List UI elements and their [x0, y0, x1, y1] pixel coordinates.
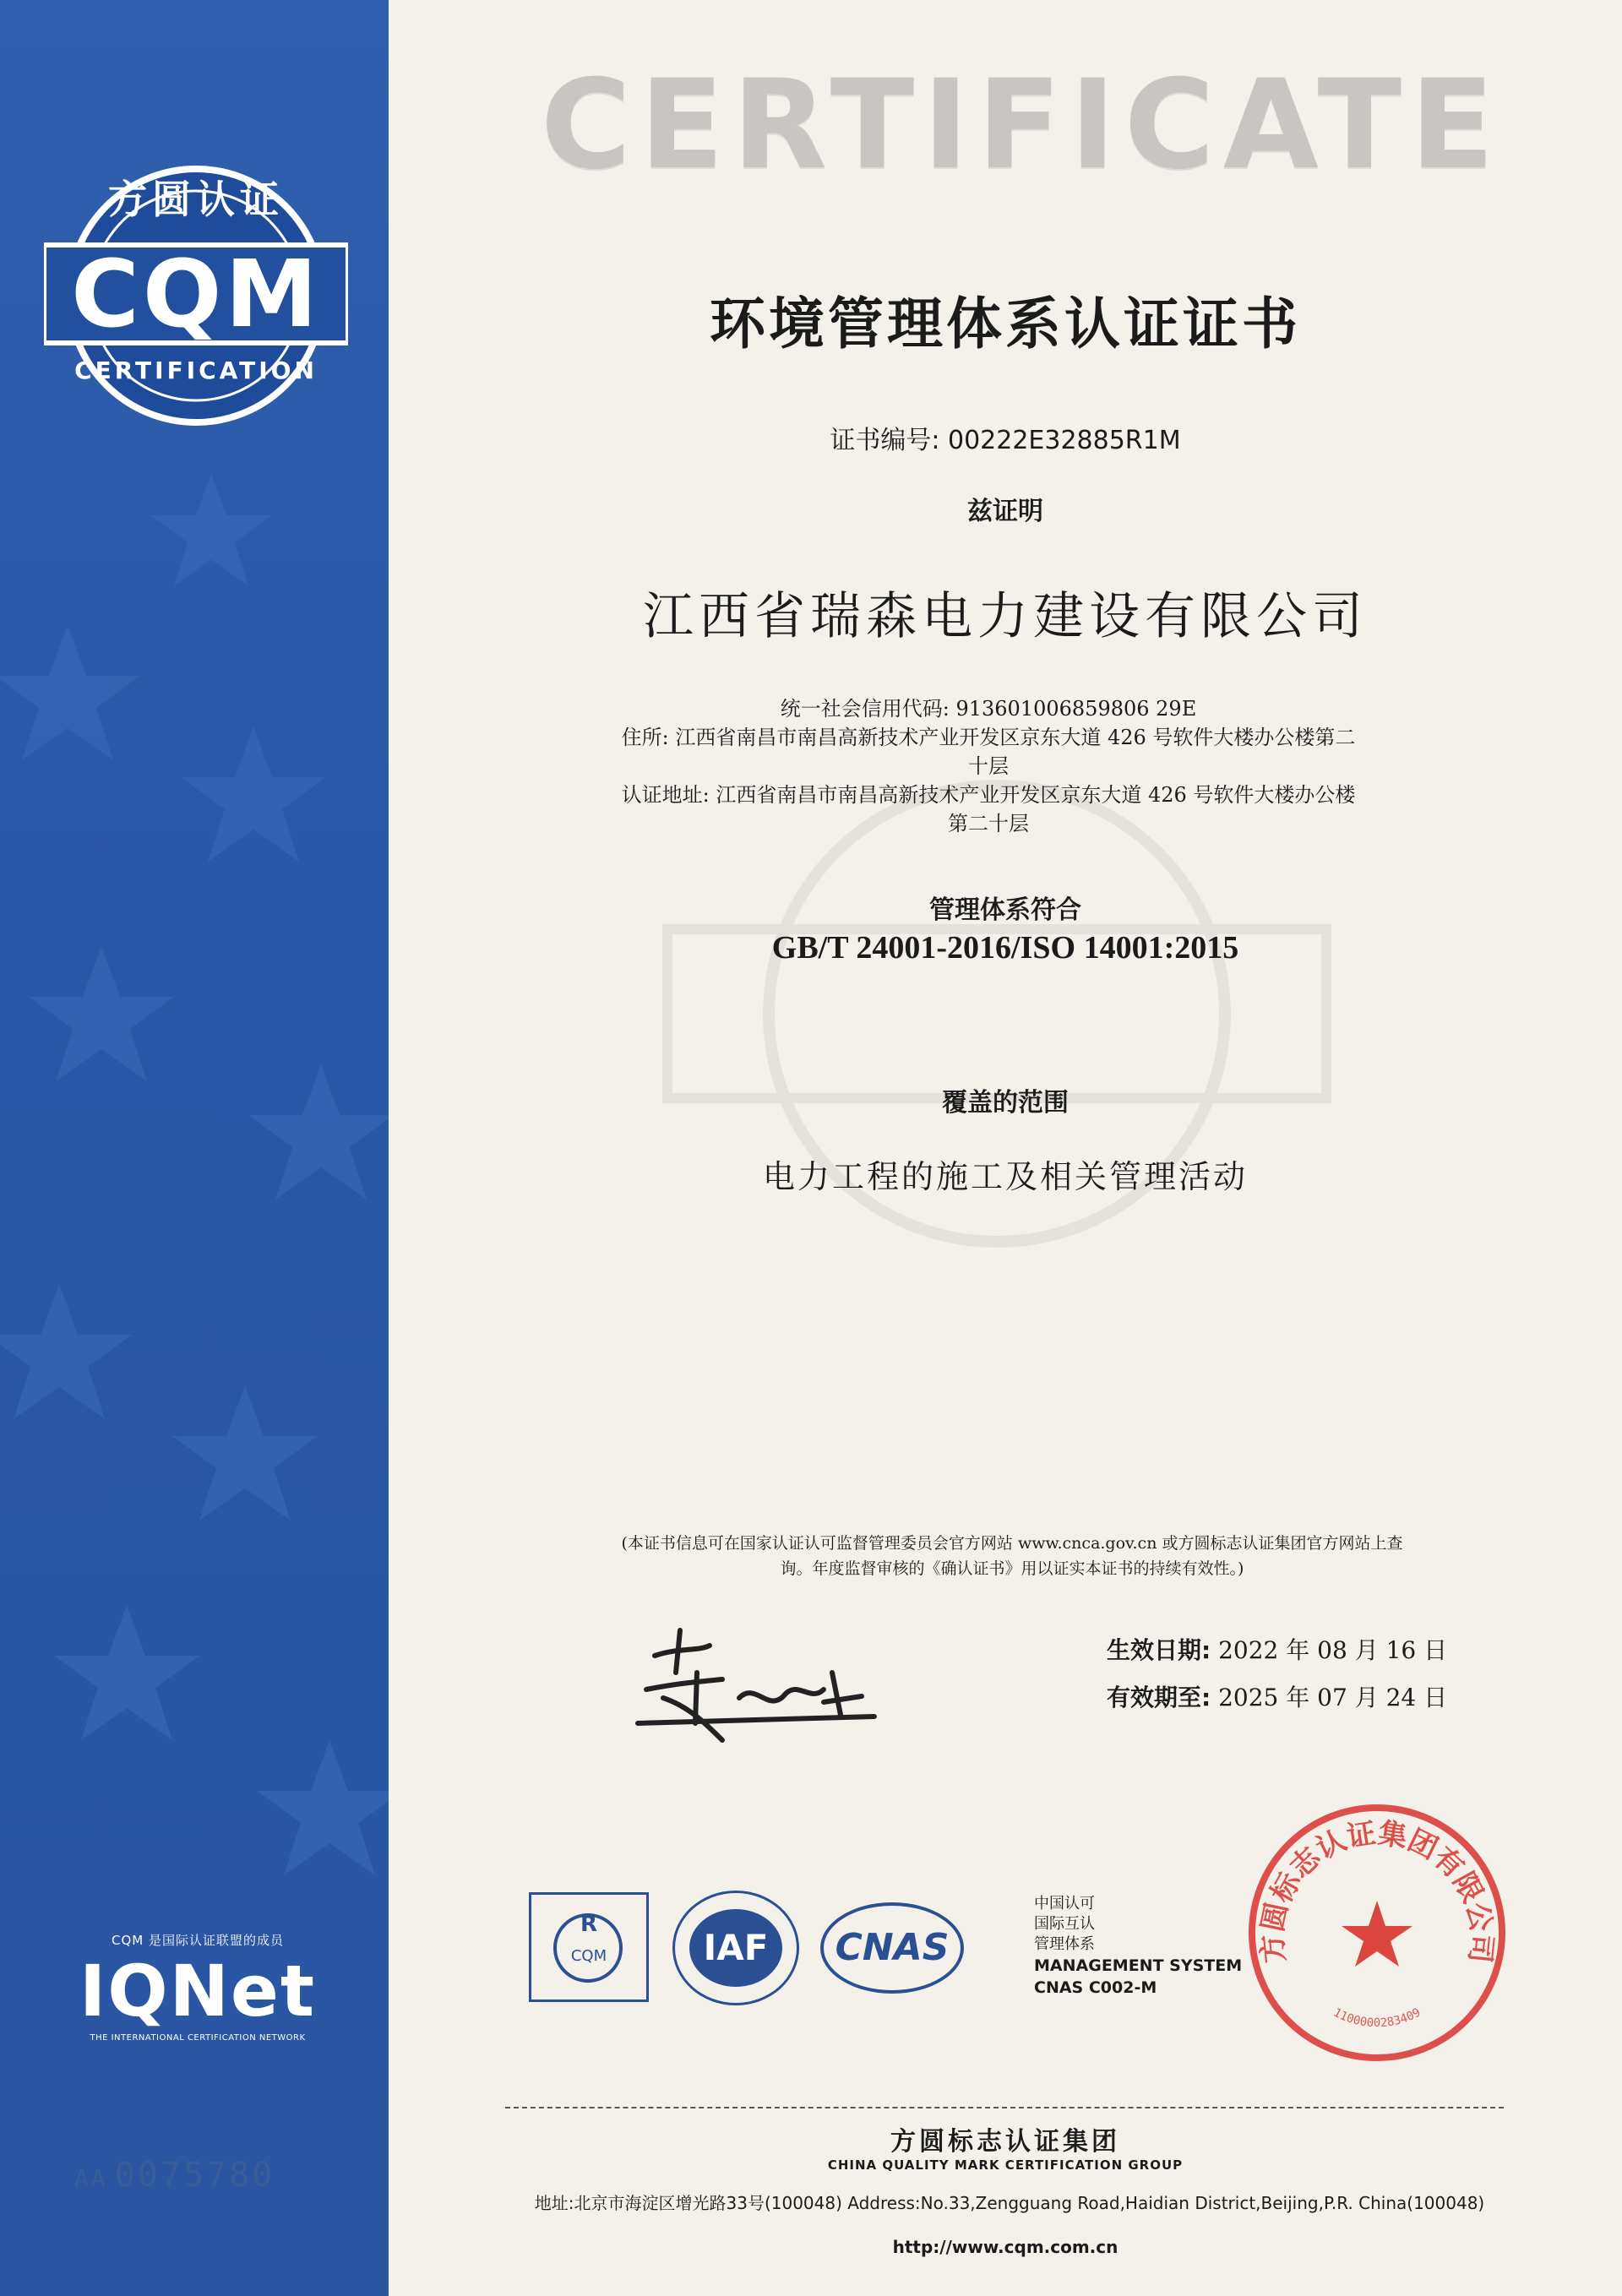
scope-label: 覆盖的范围	[942, 1088, 1069, 1118]
verification-note	[527, 1531, 1497, 1581]
effective-date-row	[1107, 1627, 1461, 1674]
serial-prefix: AA	[74, 2164, 108, 2192]
note-line-1: (本证书信息可在国家认证认可监督管理委员会官方网站 www.cnca.gov.cn 或方圆标志认证集团官方网站上查	[621, 1534, 1403, 1553]
credit-code: 统一社会信用代码: 913601006859806 29E	[780, 697, 1197, 721]
iaf-text: IAF	[689, 1909, 782, 1987]
note-line-2: 询。年度监督审核的《确认证书》用以证实本证书的持续有效性。)	[780, 1559, 1244, 1578]
scope-text: 电力工程的施工及相关管理活动	[762, 1158, 1248, 1195]
cnas-en-1: MANAGEMENT SYSTEM	[1034, 1956, 1243, 1975]
group-name-zh: 方圆标志认证集团	[890, 2127, 1120, 2157]
cqm-mark-text: CQM	[71, 240, 321, 348]
cqm-logo	[44, 161, 348, 448]
cert-address-line-2: 第二十层	[948, 812, 1029, 835]
iqnet-network-text: THE INTERNATIONAL CERTIFICATION NETWORK	[90, 2033, 306, 2043]
group-name-en: CHINA QUALITY MARK CERTIFICATION GROUP	[827, 2157, 1184, 2173]
left-blue-band	[0, 0, 389, 2296]
svg-text:1100000283409	[1331, 2005, 1423, 2030]
cnas-zh-1: 中国认可	[1034, 1895, 1095, 1912]
certificate-heading: CERTIFICATE	[541, 53, 1503, 197]
valid-until-value: 2025 年 07 月 24 日	[1218, 1684, 1448, 1711]
valid-until-row	[1107, 1674, 1461, 1722]
company-seal-stamp	[1242, 1798, 1512, 2068]
effective-date-label: 生效日期:	[1107, 1636, 1211, 1664]
cert-address-line-1: 认证地址: 江西省南昌市南昌高新技术产业开发区京东大道 426 号软件大楼办公楼	[621, 783, 1356, 807]
conform-label: 管理体系符合	[929, 895, 1081, 925]
validity-dates	[1107, 1627, 1461, 1722]
certificate-number: 证书编号: 00222E32885R1M	[830, 426, 1181, 455]
iaf-logo	[672, 1891, 799, 2005]
cnas-accreditation-text	[1034, 1894, 1271, 1999]
hereby-text: 兹证明	[967, 497, 1043, 526]
footer-divider	[505, 2107, 1504, 2108]
iqnet-member-text: CQM 是国际认证联盟的成员	[112, 1933, 284, 1948]
cnas-en-2: CNAS C002-M	[1034, 1978, 1157, 1997]
cnas-zh-3: 管理体系	[1034, 1935, 1095, 1953]
effective-date-value: 2022 年 08 月 16 日	[1218, 1636, 1448, 1664]
address-line-2: 十层	[968, 754, 1009, 778]
cnas-logo: CNAS	[820, 1902, 964, 1994]
cnas-zh-2: 国际互认	[1034, 1915, 1095, 1933]
address-line-1: 住所: 江西省南昌市南昌高新技术产业开发区京东大道 426 号软件大楼办公楼第二	[621, 726, 1356, 749]
footer-address: 地址:北京市海淀区增光路33号(100048) Address:No.33,Zengguang Road,Haidian District,Beijing,P.R. China(100048)	[534, 2193, 1485, 2213]
company-name: 江西省瑞森电力建设有限公司	[643, 587, 1368, 646]
seal-number: 1100000283409	[1331, 2005, 1423, 2031]
cqm-bottom-text: CERTIFICATION	[74, 356, 318, 384]
footer-website: http://www.cqm.com.cn	[892, 2237, 1119, 2257]
accreditation-logos	[529, 1891, 1264, 2009]
seal-text: 方圆标志认证集团有限公司	[1255, 1816, 1499, 1965]
valid-until-label: 有效期至:	[1107, 1684, 1211, 1711]
cqm-top-text: 方圆认证	[108, 177, 284, 222]
standard-text: GB/T 24001-2016/ISO 14001:2015	[771, 930, 1239, 966]
serial-digits: 0075780	[114, 2156, 275, 2195]
r-sub-text: CQM	[570, 1947, 607, 1965]
cqm-r-logo	[529, 1892, 649, 2002]
address-block	[507, 694, 1470, 838]
serial-number	[74, 2156, 275, 2195]
signature-icon	[629, 1622, 883, 1749]
iqnet-logo	[29, 1931, 367, 2043]
iqnet-name: IQNet	[79, 1950, 317, 2032]
certificate-title: 环境管理体系认证证书	[710, 291, 1301, 356]
r-letter: R	[580, 1912, 598, 1937]
